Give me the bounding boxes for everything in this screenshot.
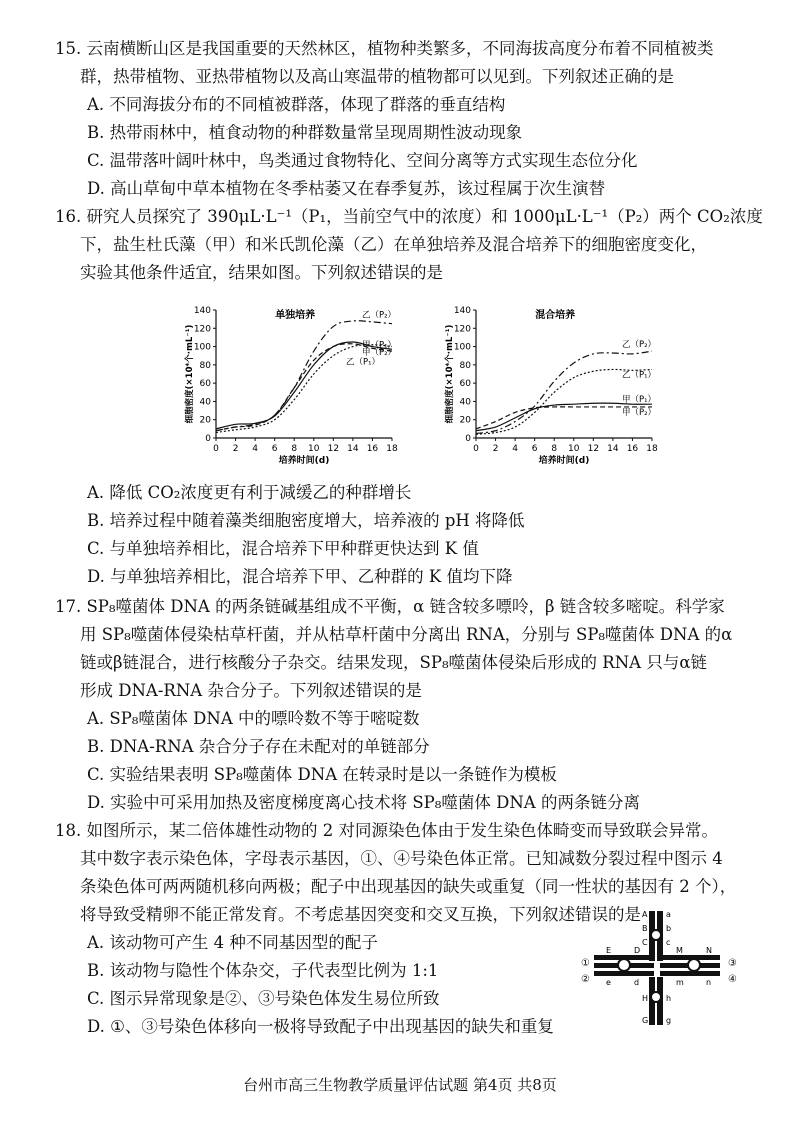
q18-option-a: A. 该动物可产生 4 种不同基因型的配子	[87, 933, 378, 952]
gene-n: n	[706, 978, 712, 987]
q15-option-b: B. 热带雨林中，植食动物的种群数量常呈现周期性波动现象	[87, 123, 523, 142]
x-tick-label: 10	[308, 444, 320, 454]
x-tick-label: 18	[386, 444, 398, 454]
gene-C: C	[642, 938, 648, 947]
x-tick-label: 6	[271, 444, 278, 454]
x-tick-label: 4	[512, 444, 518, 454]
q18-option-d: D. ①、③号染色体移向一极将导致配子中出现基因的缺失和重复	[87, 1017, 554, 1036]
gene-b: b	[666, 924, 672, 933]
series-label: 乙（P₂）	[362, 310, 397, 321]
q15-stem-line1: 15. 云南横断山区是我国重要的天然林区，植物种类繁多，不同海拔高度分布着不同植被类	[55, 39, 714, 58]
gene-h: h	[666, 994, 672, 1003]
q16-option-c: C. 与单独培养相比，混合培养下甲种群更快达到 K 值	[87, 539, 479, 558]
q18-stem-line4: 将导致受精卵不能正常发育。不考虑基因突变和交叉互换，下列叙述错误的是	[80, 905, 641, 924]
series-label: 乙（P₂）	[622, 340, 657, 351]
q17-stem-line3: 链或β链混合，进行核酸分子杂交。结果发现，SP₈噬菌体侵染后形成的 RNA 只与α链	[80, 653, 707, 672]
gene-d: d	[634, 978, 640, 987]
y-tick-label: 80	[199, 360, 211, 371]
x-tick-label: 0	[473, 444, 479, 454]
q17-option-c: C. 实验结果表明 SP₈噬菌体 DNA 在转录时是以一条链作为模板	[87, 765, 557, 784]
gene-E: E	[606, 946, 612, 955]
gene-e: e	[606, 978, 611, 987]
q17-stem-line2: 用 SP₈噬菌体侵染枯草杆菌，并从枯草杆菌中分离出 RNA，分别与 SP₈噬菌体 DNA 的α	[80, 625, 733, 644]
x-tick-label: 0	[213, 444, 219, 454]
series-label: 甲（P₁）	[622, 395, 657, 406]
q16-option-a: A. 降低 CO₂浓度更有利于减缓乙的种群增长	[87, 483, 412, 502]
q18-stem-line2: 其中数字表示染色体，字母表示基因，①、④号染色体正常。已知减数分裂过程中图示 4	[80, 849, 723, 868]
q15-stem-line2: 群，热带植物、亚热带植物以及高山寒温带的植物都可以见到。下列叙述正确的是	[80, 67, 674, 86]
x-tick-label: 6	[531, 444, 538, 454]
y-axis-label: 细胞密度(×10⁴个·mL⁻¹)	[185, 324, 195, 424]
q18-option-c: C. 图示异常现象是②、③号染色体发生易位所致	[87, 989, 440, 1008]
gene-G: G	[642, 1016, 649, 1025]
y-tick-label: 100	[453, 342, 471, 353]
gene-m: m	[676, 978, 684, 987]
y-tick-label: 0	[205, 434, 211, 444]
y-tick-label: 120	[453, 324, 471, 335]
chart-single-culture	[170, 296, 405, 474]
y-tick-label: 140	[453, 306, 471, 316]
chrom-label-1: ①	[581, 958, 590, 969]
series-line	[476, 351, 652, 433]
gene-B: B	[642, 924, 648, 933]
gene-A: A	[642, 910, 648, 919]
q15-option-d: D. 高山草甸中草本植物在冬季枯萎又在春季复苏，该过程属于次生演替	[87, 179, 606, 198]
series-label: 乙（P₁）	[346, 357, 381, 368]
chart-mixed-culture	[430, 296, 670, 474]
gene-H: H	[642, 994, 649, 1003]
series-label: 甲（P₂）	[622, 407, 657, 418]
q18-option-b: B. 该动物与隐性个体杂交，子代表型比例为 1:1	[87, 961, 439, 980]
y-tick-label: 0	[465, 434, 471, 444]
q17-stem-line4: 形成 DNA-RNA 杂合分子。下列叙述错误的是	[80, 681, 422, 700]
x-tick-label: 12	[587, 444, 600, 454]
y-tick-label: 40	[459, 397, 471, 408]
x-tick-label: 8	[291, 444, 298, 454]
y-tick-label: 40	[199, 397, 211, 408]
y-tick-label: 140	[193, 306, 211, 316]
q18-stem-line1: 18. 如图所示，某二倍体雄性动物的 2 对同源染色体由于发生染色体畸变而导致联会异常。	[55, 821, 718, 840]
y-tick-label: 60	[459, 379, 471, 390]
x-tick-label: 4	[252, 444, 258, 454]
series-label: 乙（P₁）	[622, 370, 657, 381]
gene-g: g	[666, 1016, 672, 1025]
x-tick-label: 12	[327, 444, 340, 454]
x-tick-label: 10	[568, 444, 580, 454]
chrom-label-2: ②	[581, 974, 590, 985]
chrom-label-4: ④	[728, 974, 737, 985]
gene-c: c	[666, 938, 671, 947]
y-tick-label: 100	[193, 342, 211, 353]
q17-option-d: D. 实验中可采用加热及密度梯度离心技术将 SP₈噬菌体 DNA 的两条链分离	[87, 793, 640, 812]
x-tick-label: 16	[366, 444, 379, 454]
series-line	[216, 321, 392, 431]
y-tick-label: 60	[199, 379, 211, 390]
x-axis-label: 培养时间(d)	[278, 456, 330, 466]
series-label: 甲（P₁）	[362, 340, 397, 351]
x-tick-label: 14	[347, 444, 359, 454]
chromosome-synapsis-diagram	[576, 905, 748, 1030]
x-tick-label: 14	[607, 444, 619, 454]
gene-M: M	[676, 946, 683, 955]
q16-option-b: B. 培养过程中随着藻类细胞密度增大，培养液的 pH 将降低	[87, 511, 525, 530]
gene-a: a	[666, 910, 671, 919]
q17-option-b: B. DNA-RNA 杂合分子存在未配对的单链部分	[87, 737, 430, 756]
q15-option-c: C. 温带落叶阔叶林中，鸟类通过食物特化、空间分离等方式实现生态位分化	[87, 151, 638, 170]
x-tick-label: 8	[551, 444, 558, 454]
x-tick-label: 2	[232, 444, 239, 454]
chart-title: 单独培养	[275, 310, 316, 321]
x-tick-label: 2	[492, 444, 499, 454]
page-footer: 台州市高三生物教学质量评估试题 第4页 共8页	[243, 1076, 557, 1094]
q16-stem-line2: 下，盐生杜氏藻（甲）和米氏凯伦藻（乙）在单独培养及混合培养下的细胞密度变化，	[80, 235, 707, 254]
y-tick-label: 20	[199, 415, 211, 426]
x-axis-label: 培养时间(d)	[538, 456, 590, 466]
x-tick-label: 16	[626, 444, 639, 454]
chrom-label-3: ③	[728, 958, 737, 969]
q16-stem-line1: 16. 研究人员探究了 390μL·L⁻¹（P₁，当前空气中的浓度）和 1000μL·L⁻¹（P₂）两个 CO₂浓度	[55, 207, 763, 226]
q17-option-a: A. SP₈噬菌体 DNA 中的嘌呤数不等于嘧啶数	[87, 709, 420, 728]
q18-stem-line3: 条染色体可两两随机移向两极；配子中出现基因的缺失或重复（同一性状的基因有 2 个），	[80, 877, 737, 896]
chart-title: 混合培养	[535, 310, 576, 321]
gene-N: N	[706, 946, 712, 955]
y-tick-label: 80	[459, 360, 471, 371]
y-tick-label: 20	[459, 415, 471, 426]
y-tick-label: 120	[193, 324, 211, 335]
q17-stem-line1: 17. SP₈噬菌体 DNA 的两条链碱基组成不平衡，α 链含较多嘌呤，β 链含较多嘧啶。科学家	[55, 597, 725, 616]
q15-option-a: A. 不同海拔分布的不同植被群落，体现了群落的垂直结构	[87, 95, 506, 114]
series-label: 甲（P₂）	[362, 348, 397, 359]
gene-D: D	[634, 946, 641, 955]
x-tick-label: 18	[646, 444, 658, 454]
q16-stem-line3: 实验其他条件适宜，结果如图。下列叙述错误的是	[80, 263, 443, 282]
y-axis-label: 细胞密度(×10⁴个·mL⁻¹)	[445, 324, 455, 424]
q16-option-d: D. 与单独培养相比，混合培养下甲、乙种群的 K 值均下降	[87, 567, 513, 586]
